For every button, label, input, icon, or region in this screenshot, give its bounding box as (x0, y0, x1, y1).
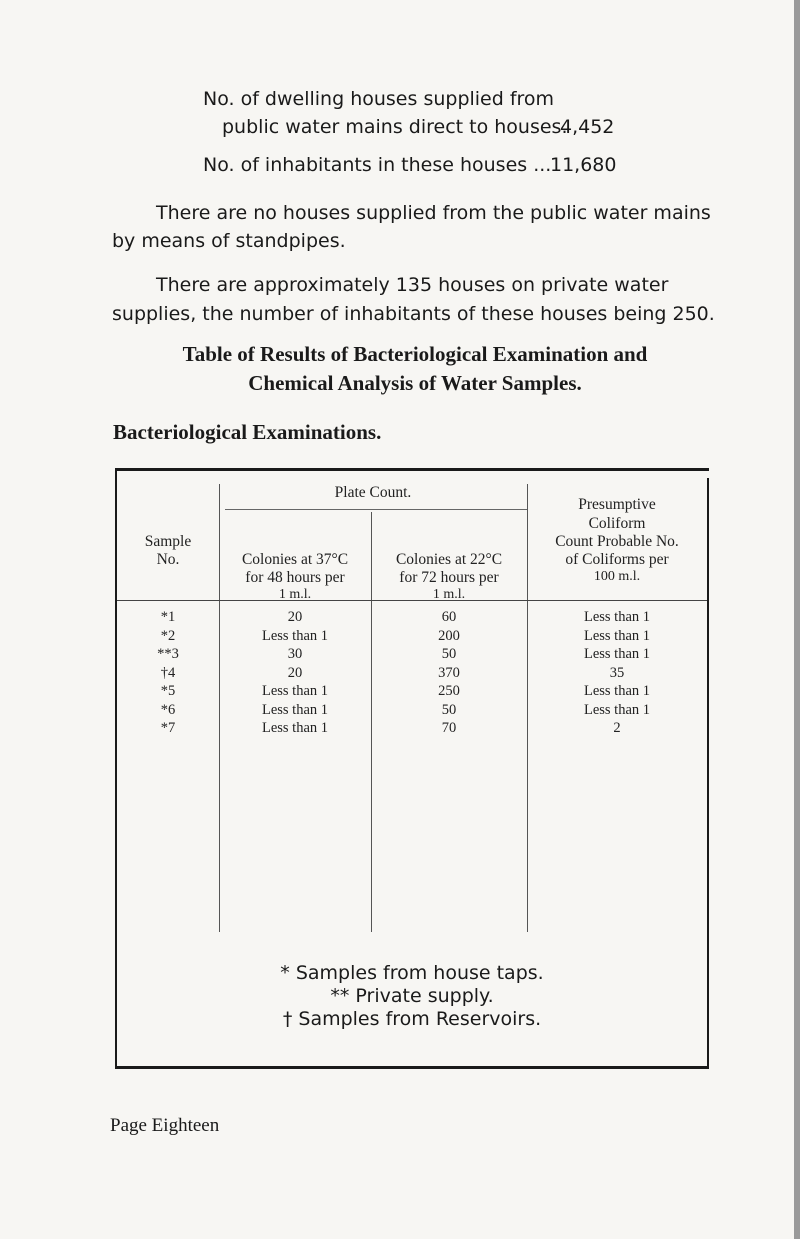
header-coliform-line-4: of Coliforms per (565, 551, 669, 568)
header-coliform-line-5: 100 m.l. (593, 569, 641, 584)
cell-coliform: 35 (609, 664, 625, 681)
cell-c22: 60 (441, 609, 457, 625)
header-col37-line-2: for 48 hours per (245, 569, 345, 586)
header-sample-line-2: No. (156, 551, 180, 568)
table-bottom-rule (115, 1066, 709, 1069)
cell-sample: *7 (160, 720, 176, 736)
cell-c22: 50 (441, 646, 457, 662)
table-title-line-1: Table of Results of Bacteriological Examination and (182, 342, 648, 366)
table-title-line-2: Chemical Analysis of Water Samples. (248, 371, 582, 395)
cell-coliform: 2 (613, 720, 621, 736)
header-plate-count: Plate Count. (334, 484, 412, 501)
cell-c37: Less than 1 (261, 683, 329, 699)
cell-c22: 200 (438, 627, 460, 644)
para2-line-2: supplies, the number of inhabitants of these houses being 250. (112, 303, 715, 325)
cell-sample: †4 (160, 664, 176, 681)
cell-c37: 20 (287, 664, 303, 681)
table-right-border (707, 478, 709, 1066)
cell-c37: 20 (287, 609, 303, 625)
footnote-private-supply: ** Private supply. (330, 985, 494, 1007)
cell-sample: *1 (160, 609, 176, 625)
para1-line-2: by means of standpipes. (112, 230, 346, 252)
intro-value-houses: 4,452 (560, 116, 615, 138)
cell-c37: 30 (287, 646, 303, 662)
cell-coliform: Less than 1 (583, 627, 651, 644)
header-col37-line-1: Colonies at 37°C (241, 551, 349, 568)
cell-c37: Less than 1 (261, 701, 329, 718)
intro-line-1: No. of dwelling houses supplied from (203, 88, 555, 110)
header-coliform-line-2: Coliform (588, 515, 646, 532)
footnote-house-taps: * Samples from house taps. (280, 962, 544, 984)
header-coliform-line-1: Presumptive (578, 496, 656, 513)
cell-sample: **3 (157, 646, 179, 662)
cell-c22: 50 (441, 701, 457, 718)
page-edge-shadow (794, 0, 800, 1239)
intro-line-2: public water mains direct to houses. (222, 116, 568, 138)
cell-sample: *2 (160, 627, 176, 644)
header-sample-line-1: Sample (144, 533, 192, 550)
para1-line-1: There are no houses supplied from the public water mains (156, 202, 711, 224)
footnote-reservoirs: † Samples from Reservoirs. (282, 1008, 542, 1030)
cell-c37: Less than 1 (261, 627, 329, 644)
header-col22-line-1: Colonies at 22°C (395, 551, 503, 568)
table-top-rule (115, 468, 709, 471)
section-subtitle: Bacteriological Examinations. (113, 420, 382, 444)
plate-count-underline (225, 509, 527, 510)
header-col22-line-2: for 72 hours per (399, 569, 499, 586)
header-col37-line-3: 1 m.l. (278, 587, 312, 602)
header-coliform-line-3: Count Probable No. (555, 533, 679, 550)
cell-sample: *5 (160, 683, 176, 699)
cell-coliform: Less than 1 (583, 646, 651, 662)
header-col22-line-3: 1 m.l. (432, 587, 466, 602)
cell-c37: Less than 1 (261, 720, 329, 736)
cell-c22: 370 (438, 664, 460, 681)
cell-c22: 250 (438, 683, 460, 699)
cell-coliform: Less than 1 (583, 683, 651, 699)
page-label: Page Eighteen (110, 1115, 220, 1136)
para2-line-1: There are approximately 135 houses on private water (156, 274, 669, 296)
cell-c22: 70 (441, 720, 457, 736)
cell-sample: *6 (160, 701, 176, 718)
cell-coliform: Less than 1 (583, 701, 651, 718)
intro-line-3: No. of inhabitants in these houses ... (203, 154, 552, 176)
intro-value-inhabitants: 11,680 (550, 154, 617, 176)
cell-coliform: Less than 1 (583, 609, 651, 625)
